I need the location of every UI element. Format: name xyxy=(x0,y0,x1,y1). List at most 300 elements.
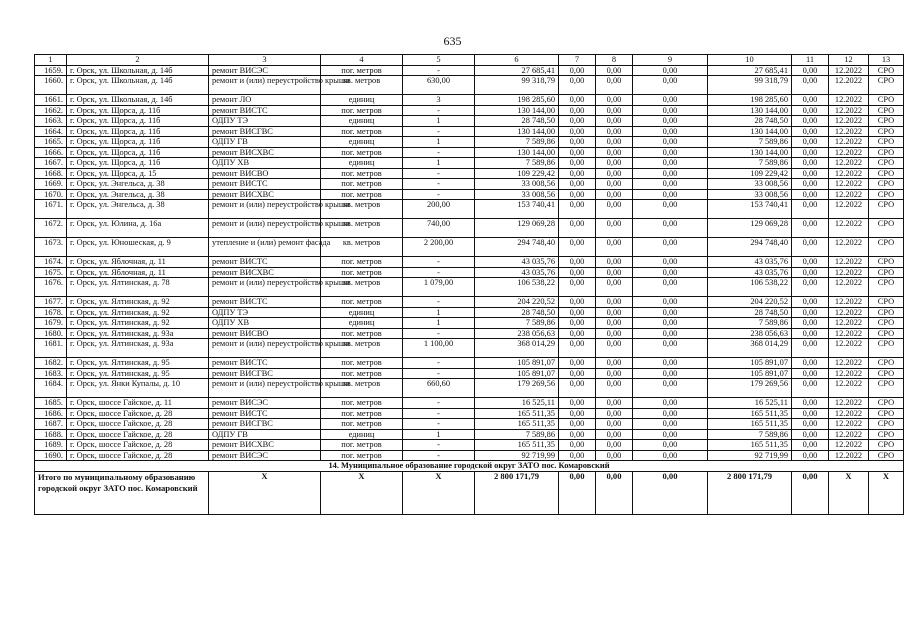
column-header: 5 xyxy=(403,55,475,66)
fund-federal-cell: 0,00 xyxy=(559,116,596,127)
fund-other-cell: 0,00 xyxy=(792,339,829,358)
fund-federal-cell: 0,00 xyxy=(559,219,596,238)
work-type-cell: ремонт ВИСГВС xyxy=(209,126,321,137)
method-cell: СРО xyxy=(869,238,904,257)
deadline-cell: 12.2022 xyxy=(829,278,869,297)
fund-other-cell: 0,00 xyxy=(792,179,829,190)
unit-cell: пог. метров xyxy=(321,168,403,179)
address-cell: г. Орск, ул. Энгельса, д. 38 xyxy=(67,179,209,190)
quantity-cell: 1 xyxy=(403,429,475,440)
page-number: 635 xyxy=(443,34,462,48)
total-cost-cell: 7 589,86 xyxy=(475,137,559,148)
fund-other-cell: 0,00 xyxy=(792,219,829,238)
deadline-cell: 12.2022 xyxy=(829,116,869,127)
total-cost-cell: 7 589,86 xyxy=(475,158,559,169)
fund-federal-cell: 0,00 xyxy=(559,179,596,190)
total-cost-cell: 204 220,52 xyxy=(475,297,559,308)
total-cost-cell: 109 229,42 xyxy=(475,168,559,179)
total-cost-cell: 165 511,35 xyxy=(475,440,559,451)
section-title: 14. Муниципальное образование городской округ ЗАТО пос. Комаровский xyxy=(35,461,904,472)
table-row xyxy=(35,318,904,329)
fund-federal-cell: 0,00 xyxy=(559,189,596,200)
deadline-cell: 12.2022 xyxy=(829,267,869,278)
address-cell: г. Орск, ул. Ялтинская, д. 95 xyxy=(67,358,209,369)
address-cell: г. Орск, ул. Энгельса, д. 38 xyxy=(67,189,209,200)
fund-municipal-cell: 0,00 xyxy=(633,158,708,169)
fund-regional-cell: 0,00 xyxy=(596,158,633,169)
method-cell: СРО xyxy=(869,368,904,379)
deadline-cell: 12.2022 xyxy=(829,137,869,148)
fund-regional-cell: 0,00 xyxy=(596,408,633,419)
work-type-cell: ремонт ВИСХВС xyxy=(209,147,321,158)
row-number-cell: 1676. xyxy=(35,278,67,297)
address-cell: г. Орск, ул. Яблочная, д. 11 xyxy=(67,267,209,278)
table-row xyxy=(35,368,904,379)
quantity-cell: - xyxy=(403,328,475,339)
fund-federal-cell: 0,00 xyxy=(559,76,596,95)
address-cell: г. Орск, ул. Ялтинская, д. 93а xyxy=(67,328,209,339)
total-row xyxy=(35,471,904,514)
section-title-row xyxy=(35,461,904,472)
fund-municipal-cell: 0,00 xyxy=(633,238,708,257)
work-type-cell: ремонт ВИСТС xyxy=(209,297,321,308)
table-row xyxy=(35,65,904,76)
fund-municipal-cell: 0,00 xyxy=(633,200,708,219)
deadline-cell: 12.2022 xyxy=(829,76,869,95)
quantity-cell: 1 xyxy=(403,158,475,169)
fund-federal-cell: 0,00 xyxy=(559,278,596,297)
total-cost-cell: 43 035,76 xyxy=(475,267,559,278)
fund-owners-cell: 43 035,76 xyxy=(708,267,792,278)
method-cell: СРО xyxy=(869,318,904,329)
fund-federal-cell: 0,00 xyxy=(559,419,596,430)
fund-federal-cell: 0,00 xyxy=(559,379,596,398)
fund-federal-cell: 0,00 xyxy=(559,398,596,409)
work-type-cell: ремонт ВИСХВС xyxy=(209,267,321,278)
row-number-cell: 1659. xyxy=(35,65,67,76)
table-row xyxy=(35,307,904,318)
method-cell: СРО xyxy=(869,339,904,358)
table-row xyxy=(35,419,904,430)
fund-regional-cell: 0,00 xyxy=(596,328,633,339)
total-cost-cell: 130 144,00 xyxy=(475,126,559,137)
unit-cell: кв. метров xyxy=(321,238,403,257)
address-cell: г. Орск, ул. Щорса, д. 15 xyxy=(67,168,209,179)
quantity-cell: 1 079,00 xyxy=(403,278,475,297)
fund-federal-cell: 0,00 xyxy=(559,450,596,461)
column-header: 9 xyxy=(633,55,708,66)
unit-cell: единиц xyxy=(321,116,403,127)
total-cost-cell: 28 748,50 xyxy=(475,116,559,127)
fund-federal-cell: 0,00 xyxy=(559,238,596,257)
method-cell: СРО xyxy=(869,408,904,419)
total-cost-cell: 130 144,00 xyxy=(475,147,559,158)
fund-other-cell: 0,00 xyxy=(792,318,829,329)
fund-other-cell: 0,00 xyxy=(792,158,829,169)
fund-owners-cell: 105 891,07 xyxy=(708,358,792,369)
work-type-cell: ремонт и (или) переустройство крыши xyxy=(209,219,321,238)
quantity-cell: - xyxy=(403,358,475,369)
fund-owners-cell: 130 144,00 xyxy=(708,126,792,137)
fund-owners-cell: 165 511,35 xyxy=(708,408,792,419)
row-number-cell: 1677. xyxy=(35,297,67,308)
quantity-cell: - xyxy=(403,398,475,409)
fund-other-cell: 0,00 xyxy=(792,105,829,116)
unit-cell: пог. метров xyxy=(321,189,403,200)
fund-federal-cell: 0,00 xyxy=(559,297,596,308)
fund-municipal-cell: 0,00 xyxy=(633,318,708,329)
method-cell: СРО xyxy=(869,76,904,95)
fund-federal-cell: 0,00 xyxy=(559,339,596,358)
fund-municipal-cell: 0,00 xyxy=(633,440,708,451)
address-cell: г. Орск, ул. Школьная, д. 14б xyxy=(67,95,209,106)
fund-municipal-cell: 0,00 xyxy=(633,398,708,409)
fund-municipal-cell: 0,00 xyxy=(633,219,708,238)
row-number-cell: 1674. xyxy=(35,257,67,268)
table-row xyxy=(35,429,904,440)
unit-cell: единиц xyxy=(321,307,403,318)
work-type-cell: ремонт ВИСТС xyxy=(209,358,321,369)
row-number-cell: 1687. xyxy=(35,419,67,430)
fund-regional-cell: 0,00 xyxy=(596,126,633,137)
work-type-cell: ОДПУ ТЭ xyxy=(209,307,321,318)
total-c13-cell: X xyxy=(869,471,904,514)
fund-owners-cell: 294 748,40 xyxy=(708,238,792,257)
deadline-cell: 12.2022 xyxy=(829,398,869,409)
unit-cell: единиц xyxy=(321,95,403,106)
quantity-cell: 1 xyxy=(403,137,475,148)
table-row xyxy=(35,200,904,219)
unit-cell: пог. метров xyxy=(321,450,403,461)
method-cell: СРО xyxy=(869,328,904,339)
fund-other-cell: 0,00 xyxy=(792,297,829,308)
column-header: 8 xyxy=(596,55,633,66)
work-type-cell: ремонт ВИСВО xyxy=(209,168,321,179)
fund-owners-cell: 33 008,56 xyxy=(708,179,792,190)
work-type-cell: ремонт ВИСТС xyxy=(209,408,321,419)
fund-owners-cell: 165 511,35 xyxy=(708,440,792,451)
deadline-cell: 12.2022 xyxy=(829,179,869,190)
row-number-cell: 1667. xyxy=(35,158,67,169)
fund-owners-cell: 99 318,79 xyxy=(708,76,792,95)
address-cell: г. Орск, шоссе Гайское, д. 28 xyxy=(67,450,209,461)
fund-owners-cell: 7 589,86 xyxy=(708,137,792,148)
fund-other-cell: 0,00 xyxy=(792,137,829,148)
total-cost-cell: 294 748,40 xyxy=(475,238,559,257)
fund-municipal-cell: 0,00 xyxy=(633,76,708,95)
fund-other-cell: 0,00 xyxy=(792,126,829,137)
method-cell: СРО xyxy=(869,137,904,148)
fund-other-cell: 0,00 xyxy=(792,278,829,297)
method-cell: СРО xyxy=(869,450,904,461)
total-cost-cell: 7 589,86 xyxy=(475,429,559,440)
fund-municipal-cell: 0,00 xyxy=(633,328,708,339)
fund-owners-cell: 28 748,50 xyxy=(708,116,792,127)
deadline-cell: 12.2022 xyxy=(829,328,869,339)
work-type-cell: ремонт ВИСГВС xyxy=(209,368,321,379)
fund-other-cell: 0,00 xyxy=(792,440,829,451)
total-cost-cell: 16 525,11 xyxy=(475,398,559,409)
table-row xyxy=(35,147,904,158)
fund-federal-cell: 0,00 xyxy=(559,257,596,268)
table-row xyxy=(35,116,904,127)
table-row xyxy=(35,328,904,339)
total-c3-cell: X xyxy=(209,471,321,514)
work-type-cell: ремонт ЛО xyxy=(209,95,321,106)
row-number-cell: 1668. xyxy=(35,168,67,179)
quantity-cell: - xyxy=(403,126,475,137)
deadline-cell: 12.2022 xyxy=(829,126,869,137)
fund-regional-cell: 0,00 xyxy=(596,318,633,329)
method-cell: СРО xyxy=(869,358,904,369)
table-row xyxy=(35,158,904,169)
quantity-cell: 1 xyxy=(403,318,475,329)
method-cell: СРО xyxy=(869,158,904,169)
address-cell: г. Орск, ул. Ялтинская, д. 95 xyxy=(67,368,209,379)
table-row xyxy=(35,105,904,116)
fund-federal-cell: 0,00 xyxy=(559,105,596,116)
row-number-cell: 1678. xyxy=(35,307,67,318)
total-cost-cell: 28 748,50 xyxy=(475,307,559,318)
fund-regional-cell: 0,00 xyxy=(596,137,633,148)
fund-owners-cell: 105 891,07 xyxy=(708,368,792,379)
work-type-cell: ремонт и (или) переустройство крыши xyxy=(209,339,321,358)
row-number-cell: 1669. xyxy=(35,179,67,190)
fund-municipal-cell: 0,00 xyxy=(633,126,708,137)
fund-other-cell: 0,00 xyxy=(792,450,829,461)
row-number-cell: 1662. xyxy=(35,105,67,116)
quantity-cell: - xyxy=(403,440,475,451)
fund-municipal-cell: 0,00 xyxy=(633,168,708,179)
fund-other-cell: 0,00 xyxy=(792,257,829,268)
fund-other-cell: 0,00 xyxy=(792,116,829,127)
fund-municipal-cell: 0,00 xyxy=(633,419,708,430)
row-number-cell: 1663. xyxy=(35,116,67,127)
address-cell: г. Орск, ул. Щорса, д. 11б xyxy=(67,126,209,137)
address-cell: г. Орск, ул. Щорса, д. 11б xyxy=(67,137,209,148)
fund-regional-cell: 0,00 xyxy=(596,219,633,238)
fund-municipal-cell: 0,00 xyxy=(633,267,708,278)
column-header: 12 xyxy=(829,55,869,66)
row-number-cell: 1680. xyxy=(35,328,67,339)
total-c8-cell: 0,00 xyxy=(596,471,633,514)
quantity-cell: - xyxy=(403,65,475,76)
row-number-cell: 1672. xyxy=(35,219,67,238)
address-cell: г. Орск, ул. Щорса, д. 11б xyxy=(67,147,209,158)
fund-other-cell: 0,00 xyxy=(792,429,829,440)
method-cell: СРО xyxy=(869,168,904,179)
fund-municipal-cell: 0,00 xyxy=(633,257,708,268)
fund-municipal-cell: 0,00 xyxy=(633,179,708,190)
address-cell: г. Орск, ул. Щорса, д. 11б xyxy=(67,116,209,127)
fund-owners-cell: 130 144,00 xyxy=(708,147,792,158)
table-row xyxy=(35,168,904,179)
work-type-cell: ОДПУ ХВ xyxy=(209,158,321,169)
fund-other-cell: 0,00 xyxy=(792,408,829,419)
unit-cell: кв. метров xyxy=(321,76,403,95)
table-row xyxy=(35,219,904,238)
work-type-cell: ремонт ВИСХВС xyxy=(209,440,321,451)
fund-regional-cell: 0,00 xyxy=(596,65,633,76)
deadline-cell: 12.2022 xyxy=(829,408,869,419)
fund-municipal-cell: 0,00 xyxy=(633,450,708,461)
column-header: 2 xyxy=(67,55,209,66)
address-cell: г. Орск, ул. Юношеская, д. 9 xyxy=(67,238,209,257)
fund-owners-cell: 179 269,56 xyxy=(708,379,792,398)
total-cost-cell: 129 069,28 xyxy=(475,219,559,238)
fund-other-cell: 0,00 xyxy=(792,95,829,106)
deadline-cell: 12.2022 xyxy=(829,158,869,169)
total-cost-cell: 165 511,35 xyxy=(475,408,559,419)
fund-regional-cell: 0,00 xyxy=(596,429,633,440)
deadline-cell: 12.2022 xyxy=(829,297,869,308)
table-row xyxy=(35,358,904,369)
row-number-cell: 1679. xyxy=(35,318,67,329)
quantity-cell: 1 100,00 xyxy=(403,339,475,358)
total-c12-cell: X xyxy=(829,471,869,514)
quantity-cell: - xyxy=(403,257,475,268)
work-type-cell: ремонт ВИСХВС xyxy=(209,189,321,200)
method-cell: СРО xyxy=(869,267,904,278)
address-cell: г. Орск, шоссе Гайское, д. 28 xyxy=(67,440,209,451)
address-cell: г. Орск, ул. Школьная, д. 14б xyxy=(67,76,209,95)
fund-owners-cell: 28 748,50 xyxy=(708,307,792,318)
fund-other-cell: 0,00 xyxy=(792,419,829,430)
fund-owners-cell: 129 069,28 xyxy=(708,219,792,238)
fund-regional-cell: 0,00 xyxy=(596,147,633,158)
total-cost-cell: 106 538,22 xyxy=(475,278,559,297)
fund-regional-cell: 0,00 xyxy=(596,267,633,278)
fund-regional-cell: 0,00 xyxy=(596,379,633,398)
total-cost-cell: 198 285,60 xyxy=(475,95,559,106)
work-type-cell: ремонт и (или) переустройство крыши xyxy=(209,76,321,95)
work-type-cell: ремонт и (или) переустройство крыши xyxy=(209,278,321,297)
total-c9-cell: 0,00 xyxy=(633,471,708,514)
total-cost-cell: 33 008,56 xyxy=(475,179,559,190)
fund-regional-cell: 0,00 xyxy=(596,238,633,257)
column-header: 11 xyxy=(792,55,829,66)
work-type-cell: ремонт ВИСЭС xyxy=(209,398,321,409)
unit-cell: пог. метров xyxy=(321,328,403,339)
quantity-cell: - xyxy=(403,105,475,116)
quantity-cell: 2 200,00 xyxy=(403,238,475,257)
method-cell: СРО xyxy=(869,200,904,219)
quantity-cell: - xyxy=(403,408,475,419)
total-cost-cell: 165 511,35 xyxy=(475,419,559,430)
work-type-cell: ремонт ВИСЭС xyxy=(209,450,321,461)
fund-municipal-cell: 0,00 xyxy=(633,137,708,148)
deadline-cell: 12.2022 xyxy=(829,65,869,76)
row-number-cell: 1683. xyxy=(35,368,67,379)
deadline-cell: 12.2022 xyxy=(829,105,869,116)
total-cost-cell: 92 719,99 xyxy=(475,450,559,461)
method-cell: СРО xyxy=(869,440,904,451)
total-total-cell: 2 800 171,79 xyxy=(475,471,559,514)
fund-owners-cell: 43 035,76 xyxy=(708,257,792,268)
table-row xyxy=(35,137,904,148)
work-type-cell: ремонт ВИСТС xyxy=(209,257,321,268)
unit-cell: пог. метров xyxy=(321,408,403,419)
fund-federal-cell: 0,00 xyxy=(559,137,596,148)
unit-cell: пог. метров xyxy=(321,126,403,137)
method-cell: СРО xyxy=(869,297,904,308)
fund-owners-cell: 368 014,29 xyxy=(708,339,792,358)
column-header: 6 xyxy=(475,55,559,66)
fund-other-cell: 0,00 xyxy=(792,328,829,339)
fund-owners-cell: 33 008,56 xyxy=(708,189,792,200)
fund-federal-cell: 0,00 xyxy=(559,147,596,158)
quantity-cell: - xyxy=(403,189,475,200)
fund-other-cell: 0,00 xyxy=(792,65,829,76)
fund-owners-cell: 165 511,35 xyxy=(708,419,792,430)
row-number-cell: 1686. xyxy=(35,408,67,419)
fund-owners-cell: 130 144,00 xyxy=(708,105,792,116)
fund-regional-cell: 0,00 xyxy=(596,179,633,190)
row-number-cell: 1671. xyxy=(35,200,67,219)
row-number-cell: 1661. xyxy=(35,95,67,106)
fund-regional-cell: 0,00 xyxy=(596,116,633,127)
total-cost-cell: 238 056,63 xyxy=(475,328,559,339)
deadline-cell: 12.2022 xyxy=(829,379,869,398)
quantity-cell: 660,60 xyxy=(403,379,475,398)
method-cell: СРО xyxy=(869,257,904,268)
row-number-cell: 1684. xyxy=(35,379,67,398)
fund-regional-cell: 0,00 xyxy=(596,278,633,297)
fund-regional-cell: 0,00 xyxy=(596,95,633,106)
fund-regional-cell: 0,00 xyxy=(596,257,633,268)
unit-cell: пог. метров xyxy=(321,368,403,379)
deadline-cell: 12.2022 xyxy=(829,238,869,257)
fund-regional-cell: 0,00 xyxy=(596,105,633,116)
row-number-cell: 1673. xyxy=(35,238,67,257)
fund-municipal-cell: 0,00 xyxy=(633,307,708,318)
deadline-cell: 12.2022 xyxy=(829,429,869,440)
unit-cell: пог. метров xyxy=(321,105,403,116)
fund-other-cell: 0,00 xyxy=(792,398,829,409)
deadline-cell: 12.2022 xyxy=(829,419,869,430)
unit-cell: пог. метров xyxy=(321,440,403,451)
table-row xyxy=(35,267,904,278)
row-number-cell: 1670. xyxy=(35,189,67,200)
address-cell: г. Орск, ул. Ялтинская, д. 92 xyxy=(67,297,209,308)
row-number-cell: 1685. xyxy=(35,398,67,409)
fund-municipal-cell: 0,00 xyxy=(633,339,708,358)
deadline-cell: 12.2022 xyxy=(829,219,869,238)
fund-owners-cell: 16 525,11 xyxy=(708,398,792,409)
row-number-cell: 1665. xyxy=(35,137,67,148)
unit-cell: пог. метров xyxy=(321,398,403,409)
quantity-cell: 740,00 xyxy=(403,219,475,238)
quantity-cell: - xyxy=(403,147,475,158)
fund-other-cell: 0,00 xyxy=(792,200,829,219)
address-cell: г. Орск, ул. Яблочная, д. 11 xyxy=(67,257,209,268)
fund-municipal-cell: 0,00 xyxy=(633,368,708,379)
fund-regional-cell: 0,00 xyxy=(596,297,633,308)
method-cell: СРО xyxy=(869,278,904,297)
total-cost-cell: 179 269,56 xyxy=(475,379,559,398)
fund-municipal-cell: 0,00 xyxy=(633,189,708,200)
fund-municipal-cell: 0,00 xyxy=(633,297,708,308)
fund-regional-cell: 0,00 xyxy=(596,368,633,379)
total-c7-cell: 0,00 xyxy=(559,471,596,514)
fund-owners-cell: 7 589,86 xyxy=(708,158,792,169)
address-cell: г. Орск, шоссе Гайское, д. 11 xyxy=(67,398,209,409)
fund-other-cell: 0,00 xyxy=(792,368,829,379)
work-type-cell: ОДПУ ТЭ xyxy=(209,116,321,127)
work-type-cell: ремонт ВИСГВС xyxy=(209,419,321,430)
method-cell: СРО xyxy=(869,379,904,398)
table-row xyxy=(35,440,904,451)
